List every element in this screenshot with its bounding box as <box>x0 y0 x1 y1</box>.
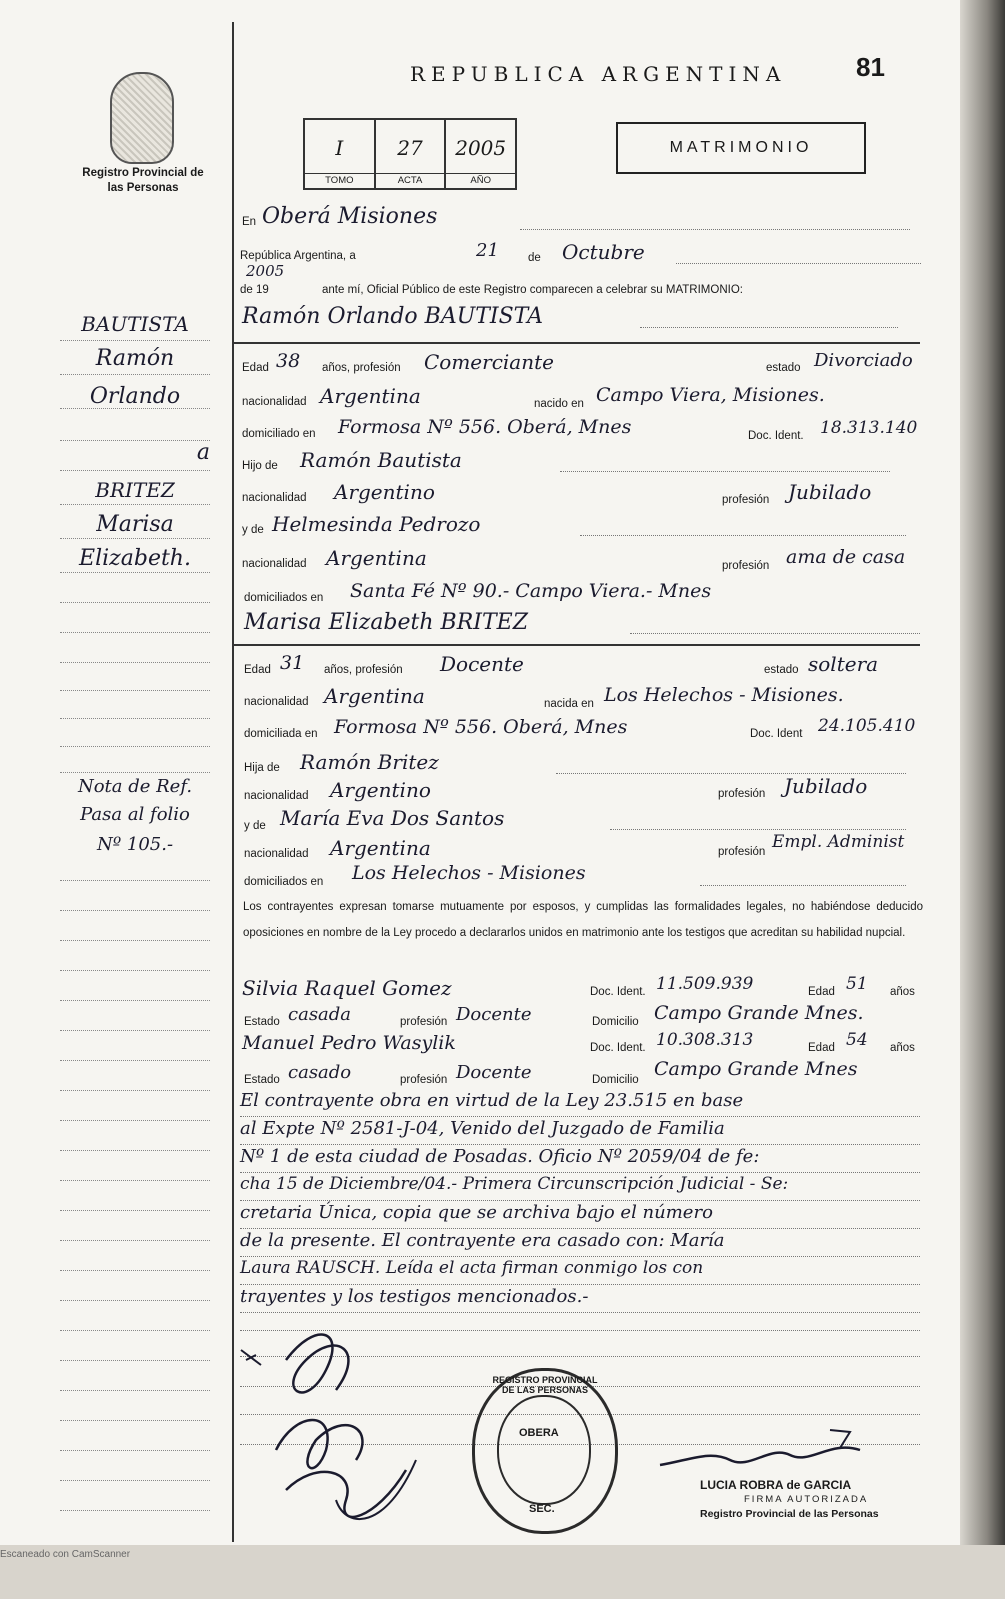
groom-doc: 18.313.140 <box>820 418 918 438</box>
margin-conjunction: a <box>196 440 210 465</box>
groom-mother-prof-label: profesión <box>722 560 770 572</box>
groom-mother-prof: ama de casa <box>786 546 906 568</box>
groom-estado-label: estado <box>766 362 801 374</box>
groom-hijo-label: Hijo de <box>242 460 278 472</box>
bride-mother-prof-label: profesión <box>718 846 766 858</box>
groom-yde-label: y de <box>242 524 264 536</box>
note-line-6: de la presente. El contrayente era casado con: María <box>240 1230 725 1251</box>
scan-border <box>0 1545 1005 1599</box>
witness-2-name: Manuel Pedro Wasylik <box>242 1032 456 1054</box>
place: Oberá Misiones <box>262 204 438 229</box>
registry-name: Registro Provincial de las Personas <box>82 167 204 194</box>
margin-note-1: Nota de Ref. <box>77 776 193 797</box>
declaration-text: Los contrayentes expresan tomarse mutuamente por esposos, y cumplidas las formalidades legales, no habiéndose deducido oposiciones en nombre de la Ley procedo a declararlos unidos en matrimonio ante los testigos que acreditan su habilidad nupcial. <box>243 901 923 939</box>
stamp-city: OBERA <box>519 1427 559 1439</box>
groom-nacido-label: nacido en <box>534 398 584 410</box>
groom-mother-nat-label: nacionalidad <box>242 558 307 570</box>
bride-mother-nat-label: nacionalidad <box>244 848 309 860</box>
note-line-2: al Expte Nº 2581-J-04, Venido del Juzgado de Familia <box>240 1118 725 1139</box>
groom-birthplace: Campo Viera, Misiones. <box>596 384 825 406</box>
note-line-7: Laura RAUSCH. Leída el acta firman conmigo los con <box>240 1258 704 1278</box>
margin-note-2: Pasa al folio <box>80 804 190 825</box>
margin-divider <box>232 22 234 1542</box>
witness-1-doc-label: Doc. Ident. <box>590 986 646 998</box>
bride-edad-label: Edad <box>244 664 271 676</box>
de-label: de <box>528 252 541 264</box>
bride-doc: 24.105.410 <box>818 716 916 736</box>
groom-doc-label: Doc. Ident. <box>748 430 804 442</box>
bride-estado-label: estado <box>764 664 799 676</box>
stamp-ring-text: REGISTRO PROVINCIAL DE LAS PERSONAS <box>492 1375 598 1395</box>
groom-profession: Comerciante <box>424 350 554 374</box>
margin-note-3: Nº 105.- <box>96 834 174 855</box>
witness-2-dom-label: Domicilio <box>592 1074 639 1086</box>
note-line-4: cha 15 de Diciembre/04.- Primera Circunscripción Judicial - Se: <box>240 1174 789 1194</box>
witness-2-anos-label: años <box>890 1042 915 1054</box>
acta-value: 27 <box>397 136 423 160</box>
groom-mother: Helmesinda Pedrozo <box>272 512 481 536</box>
official-stamp <box>472 1368 618 1534</box>
witness-2-estado-label: Estado <box>244 1074 280 1086</box>
official-title: FIRMA AUTORIZADA <box>744 1494 869 1505</box>
republica-label: República Argentina, a <box>240 250 356 262</box>
groom-nationality: Argentina <box>320 384 421 408</box>
margin-name-2a: Marisa <box>96 512 174 537</box>
note-line-8: trayentes y los testigos mencionados.- <box>240 1286 589 1307</box>
witness-1-prof-label: profesión <box>400 1016 448 1028</box>
folio-number: 81 <box>856 52 885 82</box>
month: Octubre <box>562 240 645 264</box>
bride-mother-nat: Argentina <box>330 836 431 860</box>
de19-label: de 19 <box>240 284 269 296</box>
ano-label: AÑO <box>446 173 515 188</box>
groom-nac-label: nacionalidad <box>242 396 307 408</box>
bride-prof-label: años, profesión <box>324 664 403 676</box>
bride-mother: María Eva Dos Santos <box>280 806 505 830</box>
bride-doc-label: Doc. Ident <box>750 728 803 740</box>
witness-1-edad-label: Edad <box>808 986 835 998</box>
year: 2005 <box>246 262 285 280</box>
acta-label: ACTA <box>376 173 445 188</box>
coat-of-arms-seal <box>110 72 174 164</box>
bride-father-prof-label: profesión <box>718 788 766 800</box>
ano-value: 2005 <box>455 136 507 160</box>
tomo-value: I <box>335 136 344 160</box>
groom-mother-nat: Argentina <box>326 546 427 570</box>
witness-1-anos-label: años <box>890 986 915 998</box>
bride-parents-dom-label: domiciliados en <box>244 876 324 888</box>
bride-name: Marisa Elizabeth BRITEZ <box>244 610 528 635</box>
witness-2-age: 54 <box>846 1030 868 1050</box>
note-line-1: El contrayente obra en virtud de la Ley 23.515 en base <box>240 1090 744 1111</box>
witness-1-profession: Docente <box>456 1004 532 1025</box>
witness-1-estado-label: Estado <box>244 1016 280 1028</box>
witness-1-address: Campo Grande Mnes. <box>654 1002 864 1024</box>
margin-name-1b: Orlando <box>89 384 181 409</box>
witness-1-dom-label: Domicilio <box>592 1016 639 1028</box>
witness-2-profession: Docente <box>456 1062 532 1083</box>
bride-parents-address: Los Helechos - Misiones <box>352 862 586 884</box>
bride-address: Formosa Nº 556. Oberá, Mnes <box>334 716 628 738</box>
groom-edad-label: Edad <box>242 362 269 374</box>
tomo-label: TOMO <box>305 173 374 188</box>
bride-nac-label: nacionalidad <box>244 696 309 708</box>
record-type-box: MATRIMONIO <box>616 122 866 174</box>
en-label: En <box>242 216 257 228</box>
groom-father-prof: Jubilado <box>788 480 872 504</box>
margin-name-1a: Ramón <box>95 346 175 371</box>
witness-2-status: casado <box>288 1062 352 1083</box>
bride-hija-label: Hija de <box>244 762 280 774</box>
scanner-footer: Escaneado con CamScanner <box>0 1549 131 1560</box>
groom-prof-label: años, profesión <box>322 362 401 374</box>
groom-father: Ramón Bautista <box>300 448 462 472</box>
witness-1-doc: 11.509.939 <box>656 974 754 994</box>
book-edge <box>960 0 1005 1545</box>
stamp-sec: SEC. <box>529 1503 555 1515</box>
signatures-scribble <box>236 1300 436 1540</box>
country-heading: REPUBLICA ARGENTINA <box>410 62 787 86</box>
witness-2-address: Campo Grande Mnes <box>654 1058 858 1080</box>
groom-father-nat-label: nacionalidad <box>242 492 307 504</box>
bride-father: Ramón Britez <box>300 750 439 774</box>
note-line-5: cretaria Única, copia que se archiva bajo el número <box>240 1202 713 1223</box>
witness-1-name: Silvia Raquel Gomez <box>242 976 452 1000</box>
bride-nacida-label: nacida en <box>544 698 594 710</box>
groom-parents-dom-label: domiciliados en <box>244 592 324 604</box>
groom-name: Ramón Orlando BAUTISTA <box>242 304 544 329</box>
day: 21 <box>476 240 499 261</box>
official-registry: Registro Provincial de las Personas <box>700 1508 879 1520</box>
official-name: LUCIA ROBRA de GARCIA <box>700 1478 852 1492</box>
witness-1-status: casada <box>288 1004 352 1025</box>
bride-father-nat: Argentino <box>330 778 431 802</box>
bride-mother-prof: Empl. Administ <box>772 832 905 852</box>
groom-father-nat: Argentino <box>334 480 435 504</box>
bride-profession: Docente <box>440 652 524 676</box>
note-line-3: Nº 1 de esta ciudad de Posadas. Oficio Nº 2059/04 de fe: <box>240 1146 760 1167</box>
bride-father-nat-label: nacionalidad <box>244 790 309 802</box>
bride-nationality: Argentina <box>324 684 425 708</box>
bride-dom-label: domiciliada en <box>244 728 318 740</box>
witness-1-age: 51 <box>846 974 868 994</box>
record-number-table <box>303 118 517 190</box>
bride-birthplace: Los Helechos - Misiones. <box>604 684 844 706</box>
witness-2-edad-label: Edad <box>808 1042 835 1054</box>
groom-parents-address: Santa Fé Nº 90.- Campo Viera.- Mnes <box>350 580 712 602</box>
witness-2-prof-label: profesión <box>400 1074 448 1086</box>
intro-text: ante mí, Oficial Público de este Registro comparecen a celebrar su MATRIMONIO: <box>322 284 743 296</box>
witness-2-doc-label: Doc. Ident. <box>590 1042 646 1054</box>
groom-address: Formosa Nº 556. Oberá, Mnes <box>338 416 632 438</box>
groom-dom-label: domiciliado en <box>242 428 316 440</box>
margin-surname-2: BRITEZ <box>95 478 175 502</box>
groom-age: 38 <box>276 350 301 372</box>
bride-age: 31 <box>280 652 305 674</box>
bride-father-prof: Jubilado <box>784 774 868 798</box>
groom-father-prof-label: profesión <box>722 494 770 506</box>
bride-yde-label: y de <box>244 820 266 832</box>
bride-civil-status: soltera <box>808 652 879 676</box>
margin-surname-1: BAUTISTA <box>81 312 189 336</box>
groom-civil-status: Divorciado <box>814 350 913 371</box>
margin-name-2b: Elizabeth. <box>79 546 191 571</box>
witness-2-doc: 10.308.313 <box>656 1030 754 1050</box>
official-signature <box>650 1420 890 1480</box>
